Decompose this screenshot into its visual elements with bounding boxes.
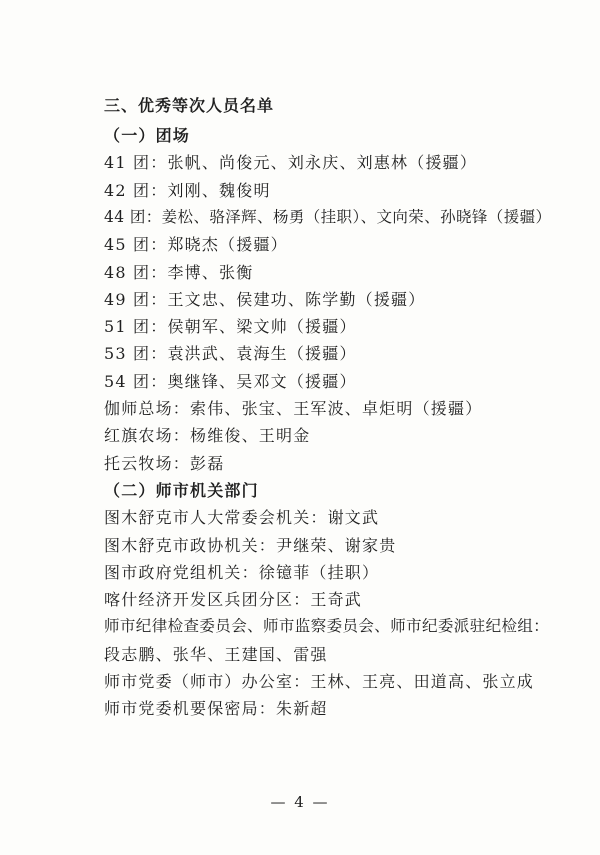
list-line: 45 团：郑晓杰（援疆） bbox=[104, 235, 288, 254]
subsection-heading: （一）团场 bbox=[104, 126, 191, 145]
list-line: 48 团：李博、张衡 bbox=[104, 263, 254, 282]
list-line: 42 团：刘刚、魏俊明 bbox=[104, 181, 271, 200]
list-line: 44 团：姜松、骆泽辉、杨勇（挂职）、文向荣、孙晓锋（援疆） bbox=[104, 208, 552, 226]
list-line: 托云牧场：彭磊 bbox=[104, 454, 225, 473]
list-line: 49 团：王文忠、侯建功、陈学勤（援疆） bbox=[104, 290, 426, 309]
list-line: 段志鹏、张华、王建国、雷强 bbox=[104, 645, 328, 664]
list-line: 51 团：侯朝军、梁文帅（援疆） bbox=[104, 317, 357, 336]
list-line: 喀什经济开发区兵团分区：王奇武 bbox=[104, 590, 363, 609]
list-line: 红旗农场：杨维俊、王明金 bbox=[104, 426, 311, 445]
list-line: 图木舒克市人大常委会机关：谢文武 bbox=[104, 508, 380, 527]
list-line: 师市党委（师市）办公室：王林、王亮、田道高、张立成 bbox=[104, 672, 535, 691]
section-title: 三、优秀等次人员名单 bbox=[104, 96, 275, 115]
page-number: — 4 — bbox=[270, 793, 330, 811]
list-line: 图市政府党组机关：徐镱菲（挂职） bbox=[104, 563, 380, 582]
subsection-heading: （二）师市机关部门 bbox=[104, 481, 259, 500]
list-line: 图木舒克市政协机关：尹继荣、谢家贵 bbox=[104, 536, 397, 555]
list-line: 师市纪律检查委员会、师市监察委员会、师市纪委派驻纪检组： bbox=[104, 617, 550, 635]
list-line: 伽师总场：索伟、张宝、王军波、卓炬明（援疆） bbox=[104, 399, 483, 418]
list-line: 54 团：奥继锋、吴邓文（援疆） bbox=[104, 372, 357, 391]
list-line: 41 团：张帆、尚俊元、刘永庆、刘惠林（援疆） bbox=[104, 153, 478, 172]
list-line: 师市党委机要保密局：朱新超 bbox=[104, 699, 328, 718]
list-line: 53 团：袁洪武、袁海生（援疆） bbox=[104, 344, 357, 363]
